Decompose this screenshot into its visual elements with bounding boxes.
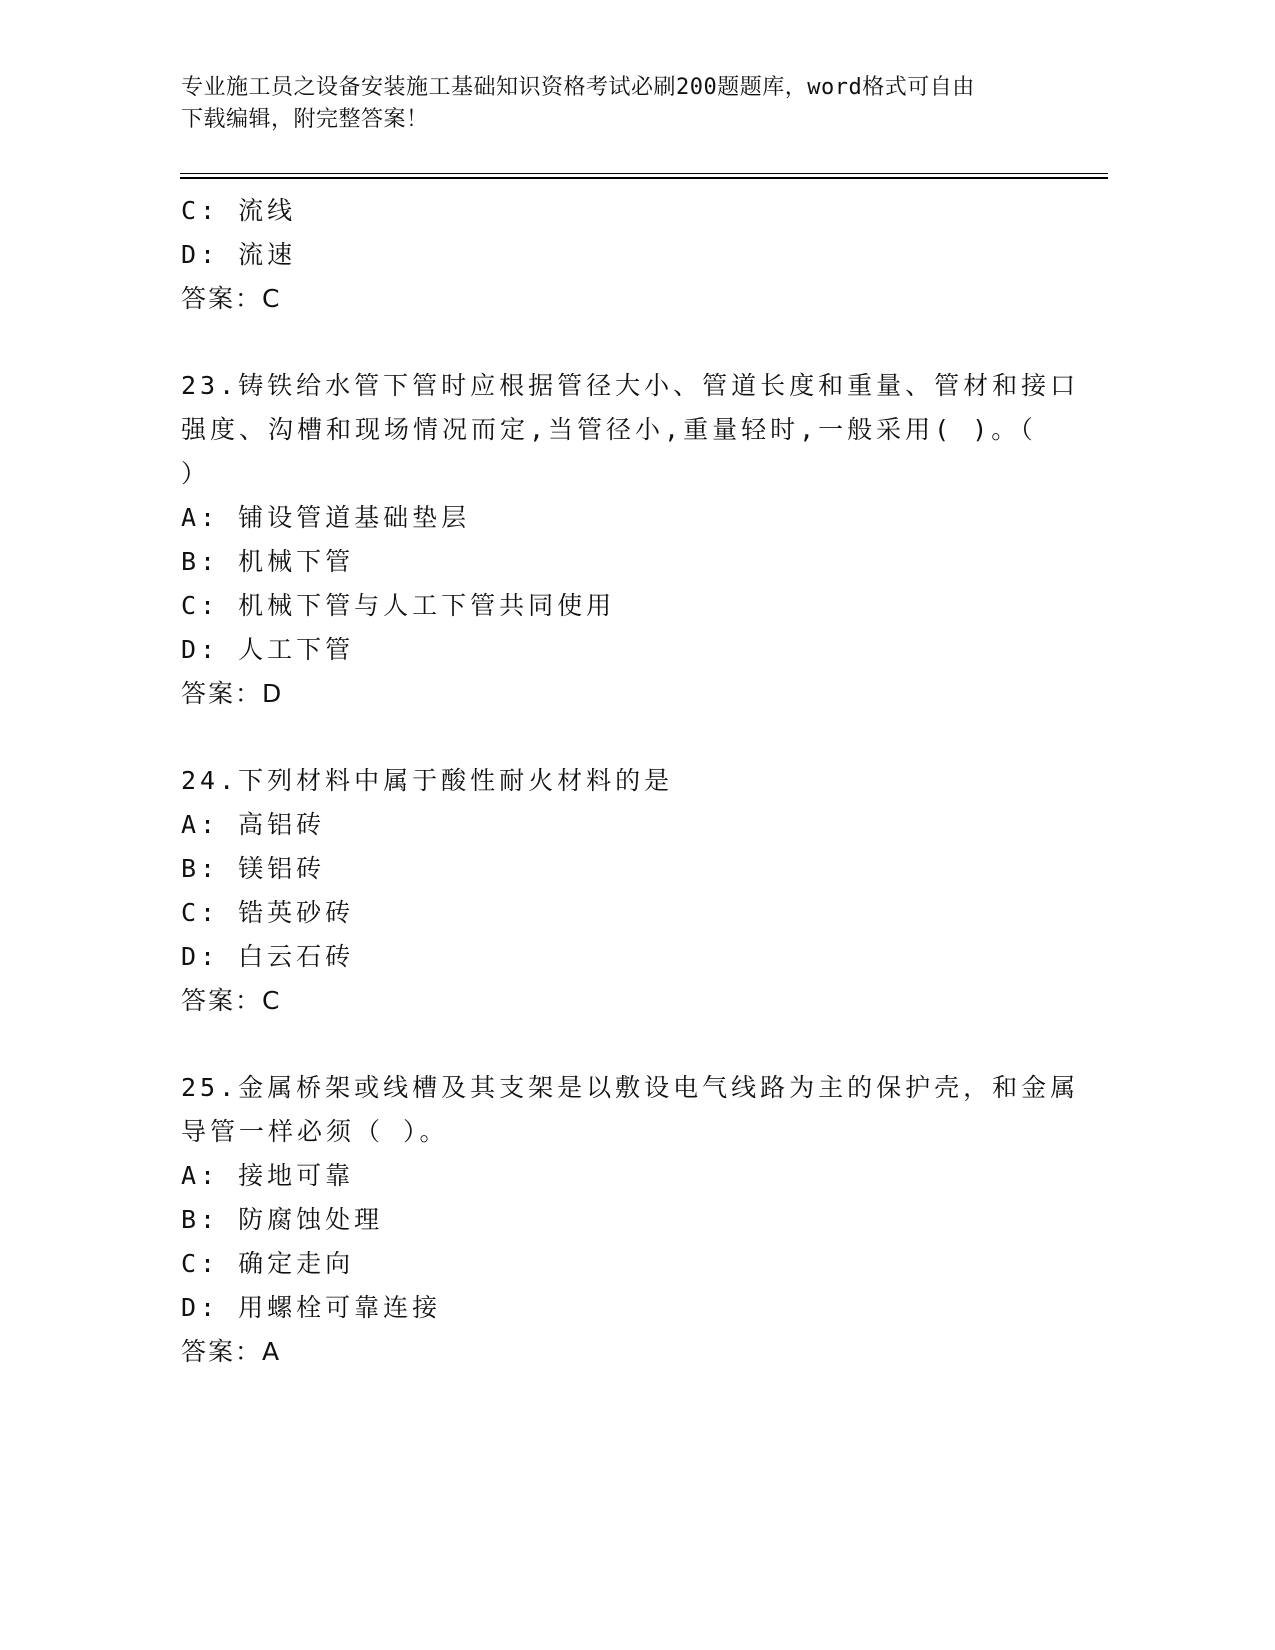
option-a: A: 高铝砖 bbox=[181, 810, 326, 839]
option-d: D: 人工下管 bbox=[181, 635, 355, 664]
answer-line: 答案：A bbox=[181, 1337, 282, 1366]
option-c: C: 流线 bbox=[181, 196, 297, 225]
option-d: D: 用螺栓可靠连接 bbox=[181, 1293, 442, 1322]
question-text-line: 导管一样必须（ ）。 bbox=[181, 1117, 449, 1146]
header-line-2: 下载编辑，附完整答案！ bbox=[181, 107, 429, 132]
option-b: B: 机械下管 bbox=[181, 547, 355, 576]
question-text-line: ） bbox=[181, 459, 211, 488]
option-c: C: 确定走向 bbox=[181, 1249, 355, 1278]
question-text-line: 25.金属桥架或线槽及其支架是以敷设电气线路为主的保护壳，和金属 bbox=[181, 1073, 1080, 1102]
option-a: A: 接地可靠 bbox=[181, 1161, 355, 1190]
option-b: B: 镁铝砖 bbox=[181, 854, 326, 883]
question-text-line: 强度、沟槽和现场情况而定,当管径小,重量轻时,一般采用( )。（ bbox=[181, 415, 1037, 444]
option-b: B: 防腐蚀处理 bbox=[181, 1205, 384, 1234]
option-a: A: 铺设管道基础垫层 bbox=[181, 503, 471, 532]
question-22-continuation bbox=[181, 189, 1061, 321]
option-c: C: 机械下管与人工下管共同使用 bbox=[181, 591, 616, 620]
header-divider-thin bbox=[180, 173, 1108, 174]
option-d: D: 流速 bbox=[181, 240, 297, 269]
header-line-1: 专业施工员之设备安装施工基础知识资格考试必刷200题题库，word格式可自由 bbox=[181, 75, 975, 100]
question-content bbox=[181, 189, 1080, 1374]
question-25 bbox=[181, 1066, 1080, 1374]
question-24 bbox=[181, 759, 1061, 1023]
answer-line: 答案：C bbox=[181, 986, 282, 1015]
option-d: D: 白云石砖 bbox=[181, 942, 355, 971]
question-23 bbox=[181, 364, 1080, 716]
document-header bbox=[181, 72, 1041, 136]
question-text-line: 23.铸铁给水管下管时应根据管径大小、管道长度和重量、管材和接口 bbox=[181, 371, 1080, 400]
answer-line: 答案：C bbox=[181, 284, 282, 313]
header-divider-thick bbox=[180, 177, 1108, 179]
answer-line: 答案：D bbox=[181, 679, 284, 708]
question-text-line: 24.下列材料中属于酸性耐火材料的是 bbox=[181, 766, 674, 795]
option-c: C: 锆英砂砖 bbox=[181, 898, 355, 927]
